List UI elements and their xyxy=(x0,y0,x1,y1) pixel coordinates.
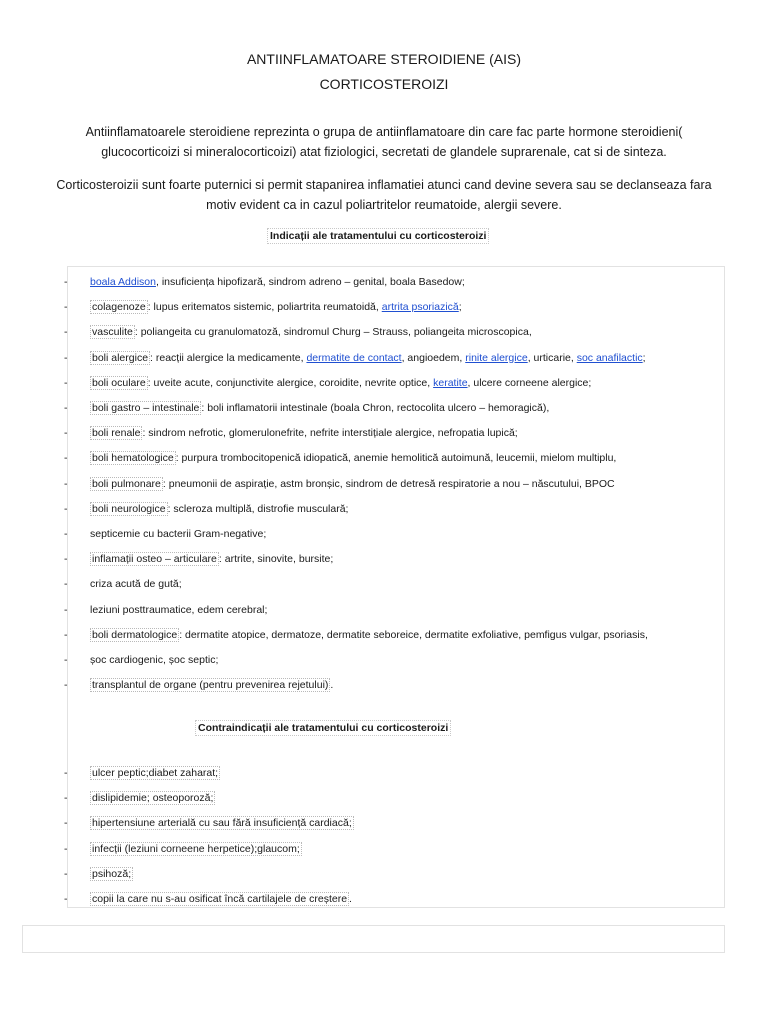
category-label: inflamații osteo – articulare xyxy=(92,553,217,566)
category-label: ulcer peptic;diabet zaharat; xyxy=(92,767,219,779)
bullet-dash: - xyxy=(64,528,68,540)
bullet-dash: - xyxy=(64,276,68,288)
category-label: boli alergice xyxy=(92,351,149,364)
category-label: colagenoze xyxy=(92,301,146,314)
list-item-text xyxy=(90,424,518,442)
list-item-text xyxy=(90,399,549,417)
list-item-text xyxy=(90,676,333,694)
list-item-text xyxy=(90,626,648,644)
bullet-dash: - xyxy=(64,477,68,490)
item-text: : sindrom nefrotic, glomerulonefrite, nefrite interstițiale alergice, nefropatia lupică; xyxy=(142,427,518,440)
item-text: . xyxy=(349,893,352,905)
bullet-dash: - xyxy=(64,553,68,566)
bullet-dash: - xyxy=(64,502,68,515)
category-label: copii la care nu s-au osificat încă cartilajele de creștere xyxy=(92,893,348,905)
list-item-text xyxy=(90,500,348,518)
bullet-dash: - xyxy=(64,654,68,666)
list-item-text xyxy=(90,764,220,782)
list-item-text xyxy=(90,475,615,493)
category-label: boli renale xyxy=(92,427,141,440)
intro-paragraph: Antiinflamatoarele steroidiene reprezinta o grupa de antiinflamatoare din care fac parte hormone steroidieni( glucocorticoizi si mineralocorticoizi) atat fiziologici, secretati de glandele suprarenale, cat si de sinteza. xyxy=(85,125,683,159)
item-text: : artrite, sinovite, bursite; xyxy=(218,553,334,566)
list-item-text xyxy=(90,814,354,832)
list-item-text xyxy=(90,601,267,619)
item-text: șoc cardiogenic, șoc septic; xyxy=(90,654,219,666)
item-text: : reacții alergice la medicamente, xyxy=(150,351,307,364)
empty-frame xyxy=(22,925,725,953)
list-item-text xyxy=(90,298,462,316)
item-text: leziuni posttraumatice, edem cerebral; xyxy=(90,603,268,616)
reference-link[interactable]: keratite xyxy=(433,376,468,389)
list-item-text xyxy=(90,323,532,341)
category-label: hipertensiune arterială cu sau fără insuficiență cardiacă; xyxy=(92,817,352,830)
bullet-dash: - xyxy=(64,767,68,779)
contraindications-heading: Contraindicații ale tratamentului cu corticosteroizi xyxy=(195,720,451,736)
item-text: : boli inflamatorii intestinale (boala Chron, rectocolita ulcero – hemoragică), xyxy=(201,402,550,414)
item-text: ; xyxy=(642,351,646,364)
category-label: boli hematologice xyxy=(92,452,174,465)
bullet-dash: - xyxy=(64,452,68,465)
category-label: boli gastro – intestinale xyxy=(92,402,200,414)
indications-heading: Indicații ale tratamentului cu corticosteroizi xyxy=(267,228,489,244)
category-label: vasculite xyxy=(92,326,133,339)
reference-link[interactable]: boala Addison xyxy=(90,276,156,288)
list-item-text xyxy=(90,789,215,807)
item-text: criza acută de gută; xyxy=(90,578,182,591)
item-text: , ulcere corneene alergice; xyxy=(467,376,592,389)
bullet-dash: - xyxy=(64,893,68,905)
list-item-text xyxy=(90,890,352,908)
list-item-text xyxy=(90,349,646,367)
bullet-dash: - xyxy=(64,351,68,364)
item-text: : poliangeita cu granulomatoză, sindromul Churg – Strauss, poliangeita microscopica, xyxy=(134,326,532,339)
document-title: ANTIINFLAMATOARE STEROIDIENE (AIS) xyxy=(246,51,522,67)
list-item-text xyxy=(90,374,591,392)
category-label: boli neurologice xyxy=(92,502,166,515)
bullet-dash: - xyxy=(64,867,68,880)
list-item-text xyxy=(90,449,616,467)
list-item-text xyxy=(90,575,182,593)
bullet-dash: - xyxy=(64,817,68,830)
category-label: transplantul de organe (pentru prevenirea rejetului) xyxy=(92,679,329,692)
category-label: psihoză; xyxy=(92,867,132,880)
category-label: boli oculare xyxy=(92,376,146,389)
bullet-dash: - xyxy=(64,842,68,855)
bullet-dash: - xyxy=(64,628,68,641)
reference-link[interactable]: rinite alergice xyxy=(465,351,528,364)
list-item-text xyxy=(90,865,133,883)
category-label: dislipidemie; osteoporoză; xyxy=(92,792,214,805)
bullet-dash: - xyxy=(64,376,68,389)
document-subtitle: CORTICOSTEROIZI xyxy=(319,76,449,92)
list-item-text xyxy=(90,651,218,669)
item-text: : lupus eritematos sistemic, poliartrita reumatoidă, xyxy=(147,301,382,314)
list-item-text xyxy=(90,525,266,543)
category-label: boli dermatologice xyxy=(92,628,178,641)
item-text: . xyxy=(330,679,334,692)
bullet-dash: - xyxy=(64,402,68,414)
list-item-text xyxy=(90,273,465,291)
bullet-dash: - xyxy=(64,603,68,616)
bullet-dash: - xyxy=(64,427,68,440)
item-text: septicemie cu bacterii Gram-negative; xyxy=(90,528,267,540)
item-text: : pneumonii de aspirație, astm bronșic, sindrom de detresă respiratorie a nou – născutului, BPOC xyxy=(162,477,615,490)
category-label: boli pulmonare xyxy=(92,477,161,490)
item-text: : uveite acute, conjunctivite alergice, coroidite, nevrite optice, xyxy=(147,376,434,389)
bullet-dash: - xyxy=(64,301,68,314)
item-text: ; xyxy=(458,301,462,314)
item-text: , angioedem, xyxy=(401,351,466,364)
bullet-dash: - xyxy=(64,679,68,692)
item-text: : purpura trombocitopenică idiopatică, anemie hemolitică autoimună, leucemii, mielom multiplu, xyxy=(175,452,617,465)
bullet-dash: - xyxy=(64,326,68,339)
list-item-text xyxy=(90,550,333,568)
bullet-dash: - xyxy=(64,578,68,591)
reference-link[interactable]: artrita psoriazică xyxy=(381,301,459,314)
bullet-dash: - xyxy=(64,792,68,805)
reference-link[interactable]: dermatite de contact xyxy=(306,351,402,364)
description-paragraph: Corticosteroizii sunt foarte puternici si permit stapanirea inflamatiei atunci cand devine severa sau se declanseaza fara motiv evident ca in cazul poliartritelor reumatoide, alergii severe. xyxy=(56,178,712,212)
reference-link[interactable]: soc anafilactic xyxy=(576,351,643,364)
item-text: , insuficiența hipofizară, sindrom adreno – genital, boala Basedow; xyxy=(155,276,465,288)
category-label: infecții (leziuni corneene herpetice);glaucom; xyxy=(92,842,300,855)
item-text: , urticarie, xyxy=(527,351,577,364)
list-item-text xyxy=(90,840,302,858)
item-text: : dermatite atopice, dermatoze, dermatite seboreice, dermatite exfoliative, pemfigus vulgar, psoriasis, xyxy=(179,628,648,641)
item-text: : scleroza multiplă, distrofie musculară; xyxy=(167,502,349,515)
